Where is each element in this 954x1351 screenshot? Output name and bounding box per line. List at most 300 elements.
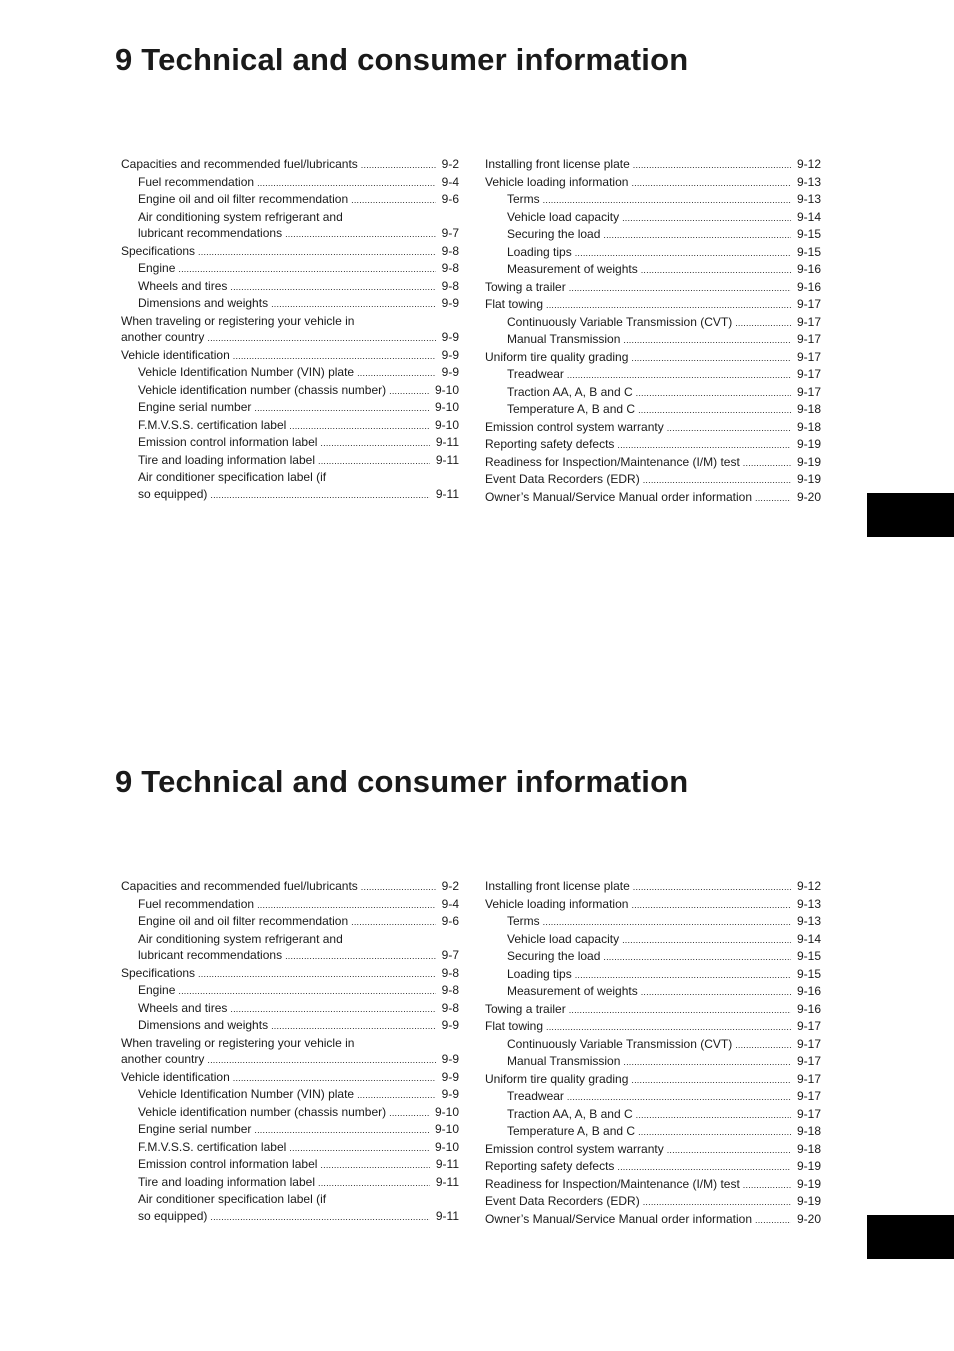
dot-leader: [622, 210, 791, 227]
dot-leader: [178, 261, 435, 278]
page-number: 9-12: [796, 879, 821, 893]
toc-entry-label: Measurement of weights: [507, 984, 638, 998]
dot-leader: [641, 984, 791, 1001]
toc-entry[interactable]: [485, 1158, 821, 1176]
dot-leader: [603, 949, 791, 966]
dot-leader: [257, 897, 436, 914]
toc-entry[interactable]: [485, 454, 821, 472]
dot-leader: [643, 1194, 791, 1211]
toc-entry[interactable]: [121, 347, 459, 365]
toc-left-column: [121, 878, 459, 1225]
toc-entry[interactable]: [485, 279, 821, 297]
toc-entry-label: Continuously Variable Transmission (CVT): [507, 314, 733, 329]
dot-leader: [643, 472, 791, 489]
dot-leader: [755, 490, 791, 507]
dot-leader: [631, 175, 791, 192]
page-number: 9-8: [441, 1000, 459, 1015]
toc-entry[interactable]: [121, 243, 459, 261]
toc-entry-label: another country: [121, 1052, 205, 1066]
dot-leader: [667, 420, 791, 437]
toc-entry[interactable]: [485, 1071, 821, 1089]
dot-leader: [617, 1159, 791, 1176]
toc-entry[interactable]: [121, 1174, 459, 1192]
toc-entry[interactable]: [485, 489, 821, 507]
toc-section: [0, 722, 954, 1282]
toc-entry-label: Fuel recommendation: [138, 896, 255, 911]
toc-entry-label: Wheels and tires: [138, 278, 228, 293]
toc-entry-label: Specifications: [121, 243, 196, 258]
dot-leader: [575, 245, 791, 262]
dot-leader: [257, 175, 436, 192]
toc-entry-label: Traction AA, A, B and C: [507, 384, 633, 399]
toc-entry-label: Fuel recommendation: [138, 174, 255, 189]
dot-leader: [623, 332, 791, 349]
toc-entry-label: Vehicle loading information: [485, 896, 629, 911]
dot-leader: [210, 487, 429, 504]
page-number: 9-4: [441, 896, 459, 911]
dot-leader: [230, 279, 435, 296]
page-number: 9-9: [441, 365, 459, 379]
dot-leader: [546, 1019, 791, 1036]
toc-entry[interactable]: [485, 878, 821, 896]
toc-entry[interactable]: [121, 313, 459, 347]
toc-entry-label: so equipped): [138, 486, 208, 501]
toc-entry[interactable]: [121, 399, 459, 417]
page-number: 9-20: [796, 1211, 821, 1226]
chapter-thumb-tab: [867, 493, 954, 537]
toc-entry-label: Manual Transmission: [507, 332, 621, 346]
toc-entry-label: Loading tips: [507, 966, 572, 981]
page-number: 9-18: [796, 1124, 821, 1138]
page-number: 9-9: [441, 296, 459, 310]
page-number: 9-17: [796, 1071, 821, 1086]
toc-entry[interactable]: [121, 382, 459, 400]
page-number: 9-19: [796, 1194, 821, 1208]
page-number: 9-2: [441, 157, 459, 171]
dot-leader: [289, 1140, 429, 1157]
toc-entry[interactable]: [121, 1191, 459, 1225]
toc-entry-label: Engine serial number: [138, 1122, 252, 1136]
dot-leader: [178, 983, 435, 1000]
page-number: 9-13: [796, 914, 821, 928]
toc-entry[interactable]: [121, 965, 459, 983]
toc-entry[interactable]: [121, 1017, 459, 1035]
toc-entry-label: Flat towing: [485, 297, 544, 311]
page-number: 9-18: [796, 1141, 821, 1156]
toc-entry[interactable]: [485, 1053, 821, 1071]
toc-entry-label: Specifications: [121, 965, 196, 980]
toc-entry[interactable]: [485, 1176, 821, 1194]
dot-leader: [638, 402, 791, 419]
page-number: 9-14: [796, 931, 821, 946]
toc-entry-label: Engine: [138, 983, 176, 997]
dot-leader: [631, 350, 791, 367]
dot-leader: [285, 948, 436, 965]
dot-leader: [361, 157, 436, 174]
dot-leader: [285, 226, 436, 243]
page-number: 9-11: [435, 1208, 459, 1223]
toc-entry[interactable]: [121, 931, 459, 965]
toc-entry[interactable]: [485, 209, 821, 227]
page-number: 9-8: [441, 983, 459, 997]
toc-entry-label: Engine serial number: [138, 400, 252, 414]
page-number: 9-8: [441, 278, 459, 293]
page-number: 9-17: [796, 1036, 821, 1051]
page-number: 9-16: [796, 262, 821, 276]
toc-entry[interactable]: [485, 913, 821, 931]
toc-entry-label-line1: Air conditioning system refrigerant and: [138, 209, 343, 224]
toc-entry-label: Vehicle identification: [121, 1069, 230, 1084]
page-number: 9-9: [441, 347, 459, 362]
toc-entry-label: Treadwear: [507, 367, 564, 381]
toc-entry[interactable]: [121, 209, 459, 243]
toc-entry-label: Installing front license plate: [485, 879, 630, 893]
toc-entry[interactable]: [485, 349, 821, 367]
page-number: 9-17: [796, 349, 821, 364]
toc-entry[interactable]: [121, 1069, 459, 1087]
page-number: 9-17: [796, 1019, 821, 1033]
toc-entry[interactable]: [121, 1139, 459, 1157]
toc-entry[interactable]: [485, 174, 821, 192]
toc-entry[interactable]: [485, 296, 821, 314]
page-number: 9-18: [796, 419, 821, 434]
toc-entry-label: Vehicle loading information: [485, 174, 629, 189]
dot-leader: [735, 315, 791, 332]
toc-entry-label: Wheels and tires: [138, 1000, 228, 1015]
toc-entry-label: Readiness for Inspection/Maintenance (I/M) test: [485, 454, 740, 469]
toc-entry-label: Towing a trailer: [485, 1001, 566, 1016]
toc-entry[interactable]: [485, 191, 821, 209]
chapter-title: 9 Technical and consumer information: [115, 764, 689, 799]
toc-entry[interactable]: [485, 1088, 821, 1106]
page-number: 9-17: [796, 297, 821, 311]
page-number: 9-17: [796, 367, 821, 381]
toc-entry[interactable]: [485, 1193, 821, 1211]
toc-entry[interactable]: [121, 452, 459, 470]
chapter-title: 9 Technical and consumer information: [115, 42, 689, 77]
toc-entry[interactable]: [121, 1156, 459, 1174]
toc-entry[interactable]: [485, 471, 821, 489]
page-number: 9-9: [441, 1069, 459, 1084]
dot-leader: [735, 1037, 791, 1054]
dot-leader: [320, 1157, 429, 1174]
toc-entry[interactable]: [121, 1121, 459, 1139]
page-number: 9-8: [441, 243, 459, 258]
toc-entry-label: Vehicle Identification Number (VIN) plate: [138, 365, 355, 379]
toc-entry[interactable]: [485, 1036, 821, 1054]
toc-entry-label: lubricant recommendations: [138, 948, 283, 962]
page-number: 9-10: [434, 400, 459, 414]
page-number: 9-20: [796, 489, 821, 504]
chapter-thumb-tab: [867, 1215, 954, 1259]
page-number: 9-12: [796, 157, 821, 171]
dot-leader: [210, 1209, 429, 1226]
page-number: 9-19: [796, 472, 821, 486]
dot-leader: [543, 192, 791, 209]
page-number: 9-19: [796, 1176, 821, 1191]
toc-entry[interactable]: [485, 261, 821, 279]
toc-entry[interactable]: [485, 1001, 821, 1019]
toc-entry[interactable]: [121, 295, 459, 313]
toc-entry-label: Emission control information label: [138, 435, 318, 449]
toc-entry-label-line1: When traveling or registering your vehicle in: [121, 1035, 355, 1050]
toc-entry[interactable]: [485, 896, 821, 914]
page-number: 9-10: [434, 1104, 459, 1119]
dot-leader: [233, 1070, 436, 1087]
dot-leader: [389, 383, 429, 400]
toc-entry[interactable]: [485, 314, 821, 332]
toc-entry[interactable]: [485, 1123, 821, 1141]
toc-entry-label: Traction AA, A, B and C: [507, 1106, 633, 1121]
page-number: 9-15: [796, 244, 821, 259]
dot-leader: [207, 330, 435, 347]
toc-entry[interactable]: [485, 931, 821, 949]
page-number: 9-19: [796, 437, 821, 451]
toc-left-column: [121, 156, 459, 503]
page-number: 9-6: [441, 914, 459, 928]
dot-leader: [233, 348, 436, 365]
toc-entry-label: Dimensions and weights: [138, 1018, 269, 1032]
toc-entry-label: Tire and loading information label: [138, 452, 315, 467]
page-number: 9-9: [441, 1052, 459, 1066]
page-number: 9-7: [441, 226, 459, 240]
toc-entry-label: Uniform tire quality grading: [485, 1071, 629, 1086]
page-number: 9-9: [441, 330, 459, 344]
toc-entry-label: Capacities and recommended fuel/lubricants: [121, 879, 358, 893]
dot-leader: [631, 897, 791, 914]
toc-entry-label: Terms: [507, 914, 540, 928]
toc-entry-label: Capacities and recommended fuel/lubricants: [121, 157, 358, 171]
page-number: 9-10: [434, 1139, 459, 1154]
toc-entry-label-line1: When traveling or registering your vehicle in: [121, 313, 355, 328]
dot-leader: [743, 455, 791, 472]
dot-leader: [254, 1122, 429, 1139]
page-number: 9-13: [796, 896, 821, 911]
toc-entry[interactable]: [485, 401, 821, 419]
dot-leader: [567, 367, 791, 384]
toc-entry-label: Towing a trailer: [485, 279, 566, 294]
dot-leader: [638, 1124, 791, 1141]
toc-entry[interactable]: [121, 191, 459, 209]
toc-entry-label: Owner’s Manual/Service Manual order information: [485, 1211, 753, 1226]
page-number: 9-13: [796, 174, 821, 189]
dot-leader: [569, 1002, 791, 1019]
toc-entry[interactable]: [121, 278, 459, 296]
toc-entry[interactable]: [121, 1000, 459, 1018]
toc-entry[interactable]: [485, 966, 821, 984]
toc-entry-label: Vehicle Identification Number (VIN) plate: [138, 1087, 355, 1101]
toc-entry-label-line1: Air conditioner specification label (if: [138, 1192, 327, 1206]
toc-entry-label: Temperature A, B and C: [507, 402, 636, 416]
page-number: 9-18: [796, 402, 821, 416]
page-number: 9-6: [441, 192, 459, 206]
toc-entry[interactable]: [121, 1086, 459, 1104]
page-number: 9-15: [796, 966, 821, 981]
page-number: 9-2: [441, 879, 459, 893]
page-number: 9-17: [796, 1089, 821, 1103]
toc-entry-label: Vehicle identification number (chassis number): [138, 382, 387, 397]
page-number: 9-14: [796, 209, 821, 224]
dot-leader: [351, 914, 436, 931]
dot-leader: [207, 1052, 435, 1069]
page-number: 9-17: [796, 314, 821, 329]
toc-entry[interactable]: [485, 1211, 821, 1229]
dot-leader: [320, 435, 429, 452]
toc-entry-label: Securing the load: [507, 227, 601, 241]
page-number: 9-10: [434, 1122, 459, 1136]
page-number: 9-8: [441, 965, 459, 980]
toc-entry[interactable]: [121, 156, 459, 174]
toc-entry[interactable]: [485, 331, 821, 349]
toc-entry-label: Readiness for Inspection/Maintenance (I/M) test: [485, 1176, 740, 1191]
dot-leader: [351, 192, 436, 209]
page-number: 9-11: [435, 452, 459, 467]
dot-leader: [636, 385, 791, 402]
toc-section: [0, 0, 954, 560]
toc-entry-label: F.M.V.S.S. certification label: [138, 417, 287, 432]
toc-entry[interactable]: [121, 260, 459, 278]
dot-leader: [636, 1107, 791, 1124]
dot-leader: [603, 227, 791, 244]
page-number: 9-17: [796, 384, 821, 399]
page-number: 9-16: [796, 984, 821, 998]
toc-entry[interactable]: [121, 434, 459, 452]
page-number: 9-10: [434, 382, 459, 397]
page-number: 9-7: [441, 948, 459, 962]
toc-entry[interactable]: [121, 982, 459, 1000]
toc-entry-label: Treadwear: [507, 1089, 564, 1103]
toc-entry[interactable]: [485, 983, 821, 1001]
toc-entry-label: Installing front license plate: [485, 157, 630, 171]
toc-entry-label: Tire and loading information label: [138, 1174, 315, 1189]
toc-right-column: [485, 156, 821, 506]
dot-leader: [361, 879, 436, 896]
page-number: 9-19: [796, 1159, 821, 1173]
toc-entry-label: Continuously Variable Transmission (CVT): [507, 1036, 733, 1051]
dot-leader: [633, 879, 791, 896]
toc-entry-label: Vehicle identification: [121, 347, 230, 362]
page-number: 9-13: [796, 192, 821, 206]
toc-entry[interactable]: [485, 419, 821, 437]
toc-entry-label: Engine oil and oil filter recommendation: [138, 192, 349, 206]
toc-entry[interactable]: [121, 417, 459, 435]
dot-leader: [567, 1089, 791, 1106]
toc-entry[interactable]: [485, 226, 821, 244]
page-number: 9-16: [796, 1001, 821, 1016]
toc-entry-label: Vehicle identification number (chassis number): [138, 1104, 387, 1119]
dot-leader: [318, 1175, 430, 1192]
dot-leader: [633, 157, 791, 174]
toc-entry[interactable]: [121, 364, 459, 382]
page-number: 9-11: [435, 1174, 459, 1189]
toc-entry[interactable]: [121, 1104, 459, 1122]
dot-leader: [667, 1142, 791, 1159]
dot-leader: [318, 453, 430, 470]
page-number: 9-10: [434, 417, 459, 432]
page-number: 9-15: [796, 227, 821, 241]
dot-leader: [289, 418, 429, 435]
toc-entry[interactable]: [485, 1106, 821, 1124]
toc-entry-label: Manual Transmission: [507, 1054, 621, 1068]
dot-leader: [543, 914, 791, 931]
toc-entry[interactable]: [485, 384, 821, 402]
dot-leader: [198, 966, 436, 983]
toc-entry-label: Uniform tire quality grading: [485, 349, 629, 364]
toc-entry-label: lubricant recommendations: [138, 226, 283, 240]
toc-entry[interactable]: [485, 948, 821, 966]
dot-leader: [617, 437, 791, 454]
page-number: 9-19: [796, 454, 821, 469]
toc-entry-label: Event Data Recorders (EDR): [485, 1194, 640, 1208]
toc-entry-label: Vehicle load capacity: [507, 931, 620, 946]
dot-leader: [743, 1177, 791, 1194]
toc-entry-label: Flat towing: [485, 1019, 544, 1033]
toc-entry[interactable]: [121, 174, 459, 192]
dot-leader: [271, 296, 436, 313]
page-number: 9-17: [796, 1054, 821, 1068]
toc-entry[interactable]: [121, 913, 459, 931]
toc-entry-label: Owner’s Manual/Service Manual order information: [485, 489, 753, 504]
page-number: 9-4: [441, 174, 459, 189]
page-number: 9-11: [435, 486, 459, 501]
toc-entry[interactable]: [485, 436, 821, 454]
toc-entry[interactable]: [121, 878, 459, 896]
toc-entry-label-line1: Air conditioner specification label (if: [138, 470, 327, 484]
page-number: 9-9: [441, 1087, 459, 1101]
toc-entry-label: Temperature A, B and C: [507, 1124, 636, 1138]
dot-leader: [623, 1054, 791, 1071]
page-number: 9-9: [441, 1018, 459, 1032]
toc-entry-label: Emission control system warranty: [485, 419, 664, 434]
dot-leader: [575, 967, 791, 984]
page-number: 9-16: [796, 279, 821, 294]
dot-leader: [631, 1072, 791, 1089]
dot-leader: [622, 932, 791, 949]
toc-right-column: [485, 878, 821, 1228]
toc-entry[interactable]: [485, 156, 821, 174]
dot-leader: [755, 1212, 791, 1229]
toc-entry-label: Loading tips: [507, 244, 572, 259]
toc-entry[interactable]: [485, 244, 821, 262]
toc-entry[interactable]: [121, 469, 459, 503]
toc-entry[interactable]: [121, 1035, 459, 1069]
page-number: 9-11: [435, 435, 459, 449]
toc-entry[interactable]: [485, 1018, 821, 1036]
toc-entry-label: Reporting safety defects: [485, 437, 615, 451]
toc-entry-label: Terms: [507, 192, 540, 206]
dot-leader: [357, 365, 436, 382]
toc-entry-label: Reporting safety defects: [485, 1159, 615, 1173]
toc-entry[interactable]: [485, 366, 821, 384]
toc-entry[interactable]: [485, 1141, 821, 1159]
page-number: 9-17: [796, 1106, 821, 1121]
toc-entry-label: another country: [121, 330, 205, 344]
dot-leader: [641, 262, 791, 279]
toc-entry[interactable]: [121, 896, 459, 914]
dot-leader: [254, 400, 429, 417]
toc-entry-label-line1: Air conditioning system refrigerant and: [138, 931, 343, 946]
toc-entry-label: Vehicle load capacity: [507, 209, 620, 224]
dot-leader: [230, 1001, 435, 1018]
dot-leader: [271, 1018, 436, 1035]
page-number: 9-17: [796, 332, 821, 346]
dot-leader: [357, 1087, 436, 1104]
page-number: 9-11: [435, 1157, 459, 1171]
toc-entry-label: Engine oil and oil filter recommendation: [138, 914, 349, 928]
page-number: 9-8: [441, 261, 459, 275]
dot-leader: [569, 280, 791, 297]
page-number: 9-15: [796, 949, 821, 963]
